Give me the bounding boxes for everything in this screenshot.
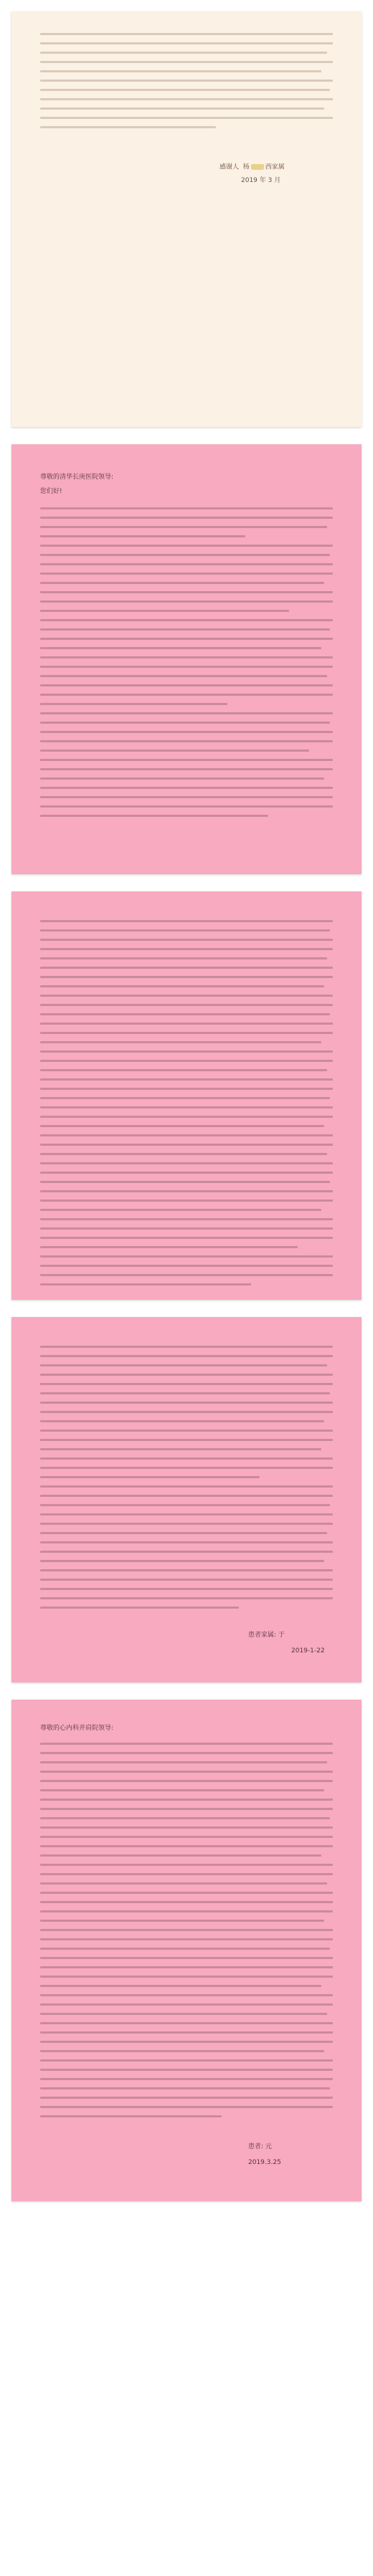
letter-date: 2019.3.25 <box>248 2159 281 2166</box>
letter-body-text <box>40 33 333 135</box>
letter-salutation: 尊敬的心内科并肩院领导: <box>40 1725 114 1732</box>
letter-body-text <box>40 1743 333 2125</box>
letter-salutation: 尊敬的清华长庚医院领导: <box>40 474 114 481</box>
redaction-mark <box>251 164 264 170</box>
signature: 患者: 元 <box>248 2143 272 2150</box>
letter-card-3 <box>11 891 362 1300</box>
letter-date: 2019-1-22 <box>291 1647 325 1655</box>
signature: 患者家属: 于 <box>248 1632 285 1639</box>
letter-body-text <box>40 507 333 824</box>
letter-body-text <box>40 1346 333 1616</box>
letter-card-1 <box>11 11 362 427</box>
letter-card-5 <box>11 1700 362 2201</box>
letter-greeting: 您们好! <box>40 488 62 495</box>
letter-body-text <box>40 920 333 1293</box>
letter-card-2 <box>11 444 362 874</box>
letter-card-4 <box>11 1317 362 1682</box>
signature: 感谢人 杨 西家属 <box>219 163 285 171</box>
letter-date: 2019 年 3 月 <box>241 177 281 184</box>
